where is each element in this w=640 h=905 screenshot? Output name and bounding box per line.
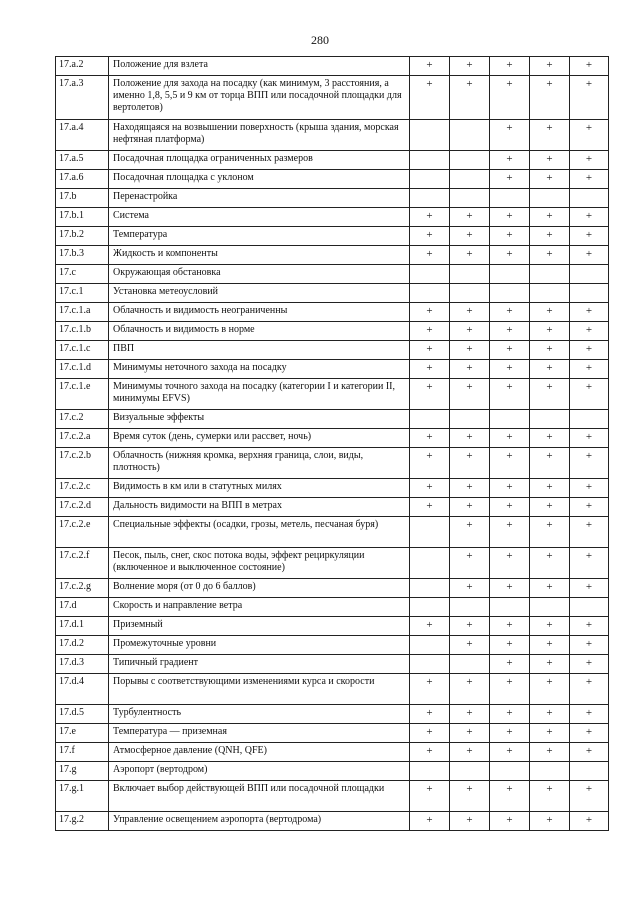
mark-cell: + (450, 429, 490, 448)
row-description: Окружающая обстановка (109, 265, 410, 284)
table-row (56, 579, 609, 598)
mark-cell (530, 284, 570, 303)
mark-cell: + (450, 360, 490, 379)
table-row (56, 705, 609, 724)
mark-cell: + (490, 781, 530, 812)
table-row (56, 548, 609, 579)
mark-cell (410, 579, 450, 598)
row-code: 17.d.1 (56, 617, 109, 636)
mark-cell: + (490, 227, 530, 246)
mark-cell: + (490, 360, 530, 379)
mark-cell: + (570, 303, 609, 322)
row-description: Специальные эффекты (осадки, грозы, метель, песчаная буря) (109, 517, 410, 548)
mark-cell: + (530, 781, 570, 812)
mark-cell: + (530, 322, 570, 341)
mark-cell (450, 762, 490, 781)
mark-cell: + (410, 498, 450, 517)
mark-cell (570, 284, 609, 303)
mark-cell: + (530, 360, 570, 379)
mark-cell: + (530, 724, 570, 743)
row-code: 17.g.2 (56, 812, 109, 831)
mark-cell: + (490, 579, 530, 598)
mark-cell (530, 762, 570, 781)
mark-cell (490, 284, 530, 303)
mark-cell: + (570, 655, 609, 674)
mark-cell: + (450, 303, 490, 322)
mark-cell (450, 189, 490, 208)
mark-cell: + (530, 448, 570, 479)
row-description: Визуальные эффекты (109, 410, 410, 429)
row-description: Включает выбор действующей ВПП или посадочной площадки (109, 781, 410, 812)
row-description: Облачность и видимость в норме (109, 322, 410, 341)
mark-cell: + (530, 517, 570, 548)
row-description: Время суток (день, сумерки или рассвет, ночь) (109, 429, 410, 448)
mark-cell: + (410, 448, 450, 479)
mark-cell (410, 655, 450, 674)
mark-cell: + (570, 636, 609, 655)
table-row (56, 170, 609, 189)
mark-cell: + (490, 655, 530, 674)
mark-cell: + (570, 812, 609, 831)
mark-cell: + (490, 379, 530, 410)
row-code: 17.c.2 (56, 410, 109, 429)
mark-cell: + (450, 379, 490, 410)
mark-cell: + (570, 724, 609, 743)
row-description: Видимость в км или в статутных милях (109, 479, 410, 498)
row-description: Положение для взлета (109, 57, 410, 76)
row-code: 17.c.2.c (56, 479, 109, 498)
row-description: Минимумы точного захода на посадку (категории I и категории II, минимумы EFVS) (109, 379, 410, 410)
mark-cell: + (530, 303, 570, 322)
mark-cell: + (410, 429, 450, 448)
row-description: Аэропорт (вертодром) (109, 762, 410, 781)
row-description: ПВП (109, 341, 410, 360)
mark-cell: + (530, 674, 570, 705)
mark-cell: + (530, 579, 570, 598)
mark-cell (450, 170, 490, 189)
mark-cell: + (410, 674, 450, 705)
mark-cell: + (530, 498, 570, 517)
mark-cell: + (450, 636, 490, 655)
row-description: Типичный градиент (109, 655, 410, 674)
mark-cell (410, 762, 450, 781)
mark-cell: + (530, 812, 570, 831)
row-description: Скорость и направление ветра (109, 598, 410, 617)
row-description: Система (109, 208, 410, 227)
mark-cell: + (530, 151, 570, 170)
mark-cell (570, 265, 609, 284)
mark-cell (530, 410, 570, 429)
row-description: Порывы с соответствующими изменениями курса и скорости (109, 674, 410, 705)
row-code: 17.a.6 (56, 170, 109, 189)
mark-cell (450, 120, 490, 151)
mark-cell: + (530, 379, 570, 410)
row-description: Посадочная площадка с уклоном (109, 170, 410, 189)
table-row (56, 120, 609, 151)
table-row (56, 429, 609, 448)
mark-cell: + (410, 76, 450, 120)
row-code: 17.a.2 (56, 57, 109, 76)
mark-cell: + (450, 208, 490, 227)
table-row (56, 322, 609, 341)
mark-cell (410, 598, 450, 617)
mark-cell: + (570, 379, 609, 410)
mark-cell (410, 410, 450, 429)
table-row (56, 151, 609, 170)
mark-cell: + (450, 674, 490, 705)
mark-cell (490, 189, 530, 208)
mark-cell (410, 548, 450, 579)
table-row (56, 655, 609, 674)
table-row (56, 246, 609, 265)
mark-cell: + (450, 781, 490, 812)
mark-cell: + (570, 781, 609, 812)
table-row (56, 743, 609, 762)
row-code: 17.e (56, 724, 109, 743)
row-code: 17.d.4 (56, 674, 109, 705)
row-description: Температура — приземная (109, 724, 410, 743)
mark-cell (570, 410, 609, 429)
table-row (56, 410, 609, 429)
mark-cell: + (570, 360, 609, 379)
table-row (56, 781, 609, 812)
mark-cell: + (570, 151, 609, 170)
mark-cell: + (530, 57, 570, 76)
row-description: Посадочная площадка ограниченных размеров (109, 151, 410, 170)
mark-cell: + (530, 655, 570, 674)
mark-cell (530, 189, 570, 208)
mark-cell (450, 598, 490, 617)
mark-cell: + (570, 120, 609, 151)
mark-cell: + (490, 517, 530, 548)
mark-cell (410, 517, 450, 548)
mark-cell: + (450, 498, 490, 517)
mark-cell (490, 410, 530, 429)
mark-cell: + (410, 303, 450, 322)
mark-cell (450, 410, 490, 429)
row-description: Песок, пыль, снег, скос потока воды, эффект рециркуляции (включенное и выключенное состояние) (109, 548, 410, 579)
mark-cell (410, 636, 450, 655)
mark-cell: + (490, 303, 530, 322)
mark-cell: + (490, 57, 530, 76)
mark-cell: + (530, 548, 570, 579)
row-code: 17.b.2 (56, 227, 109, 246)
mark-cell: + (410, 781, 450, 812)
row-code: 17.c (56, 265, 109, 284)
mark-cell (410, 284, 450, 303)
row-code: 17.b (56, 189, 109, 208)
mark-cell: + (410, 479, 450, 498)
mark-cell: + (410, 743, 450, 762)
mark-cell: + (450, 517, 490, 548)
row-description: Установка метеоусловий (109, 284, 410, 303)
mark-cell: + (570, 743, 609, 762)
row-description: Промежуточные уровни (109, 636, 410, 655)
row-description: Жидкость и компоненты (109, 246, 410, 265)
page-number: 280 (311, 33, 329, 47)
mark-cell: + (530, 429, 570, 448)
row-description: Облачность и видимость неограниченны (109, 303, 410, 322)
mark-cell: + (450, 548, 490, 579)
mark-cell: + (450, 705, 490, 724)
row-code: 17.a.4 (56, 120, 109, 151)
mark-cell: + (450, 724, 490, 743)
mark-cell: + (490, 617, 530, 636)
mark-cell: + (490, 479, 530, 498)
mark-cell (450, 151, 490, 170)
row-description: Температура (109, 227, 410, 246)
mark-cell (410, 151, 450, 170)
table-row (56, 762, 609, 781)
table-row (56, 598, 609, 617)
row-description: Положение для захода на посадку (как минимум, 3 расстояния, а именно 1,8, 5,5 и 9 км от торца ВПП или посадочной площадки для вертолетов) (109, 76, 410, 120)
mark-cell: + (530, 636, 570, 655)
table-row (56, 674, 609, 705)
mark-cell: + (570, 498, 609, 517)
table-row (56, 76, 609, 120)
mark-cell: + (570, 674, 609, 705)
row-description: Облачность (нижняя кромка, верхняя граница, слои, виды, плотность) (109, 448, 410, 479)
row-description: Управление освещением аэропорта (вертодрома) (109, 812, 410, 831)
mark-cell (450, 284, 490, 303)
mark-cell: + (450, 579, 490, 598)
mark-cell: + (570, 579, 609, 598)
mark-cell: + (410, 379, 450, 410)
table-body (56, 57, 609, 831)
mark-cell: + (530, 170, 570, 189)
mark-cell: + (530, 341, 570, 360)
row-code: 17.a.3 (56, 76, 109, 120)
row-code: 17.d.2 (56, 636, 109, 655)
mark-cell: + (450, 341, 490, 360)
row-code: 17.b.1 (56, 208, 109, 227)
mark-cell: + (530, 743, 570, 762)
row-description: Турбулентность (109, 705, 410, 724)
mark-cell: + (410, 227, 450, 246)
mark-cell: + (490, 724, 530, 743)
mark-cell: + (530, 246, 570, 265)
mark-cell (570, 598, 609, 617)
mark-cell: + (490, 498, 530, 517)
mark-cell: + (490, 674, 530, 705)
mark-cell: + (490, 743, 530, 762)
row-code: 17.g.1 (56, 781, 109, 812)
mark-cell: + (570, 517, 609, 548)
mark-cell: + (410, 724, 450, 743)
mark-cell (530, 265, 570, 284)
mark-cell: + (570, 227, 609, 246)
row-description: Атмосферное давление (QNH, QFE) (109, 743, 410, 762)
row-code: 17.c.2.f (56, 548, 109, 579)
table-row (56, 284, 609, 303)
row-code: 17.c.2.a (56, 429, 109, 448)
requirements-table (55, 56, 609, 831)
row-code: 17.d.3 (56, 655, 109, 674)
table-row (56, 448, 609, 479)
table-row (56, 479, 609, 498)
table-row (56, 724, 609, 743)
mark-cell: + (570, 548, 609, 579)
table-row (56, 617, 609, 636)
mark-cell: + (490, 120, 530, 151)
mark-cell (410, 265, 450, 284)
mark-cell: + (450, 812, 490, 831)
mark-cell: + (570, 429, 609, 448)
row-code: 17.c.1.a (56, 303, 109, 322)
mark-cell (490, 598, 530, 617)
mark-cell: + (450, 479, 490, 498)
mark-cell (570, 189, 609, 208)
row-code: 17.f (56, 743, 109, 762)
row-code: 17.c.2.e (56, 517, 109, 548)
row-code: 17.c.1.d (56, 360, 109, 379)
mark-cell: + (450, 57, 490, 76)
mark-cell: + (530, 208, 570, 227)
mark-cell: + (450, 322, 490, 341)
mark-cell: + (490, 448, 530, 479)
row-description: Находящаяся на возвышении поверхность (крыша здания, морская нефтяная платформа) (109, 120, 410, 151)
mark-cell: + (570, 448, 609, 479)
table-row (56, 303, 609, 322)
table-row (56, 360, 609, 379)
table-row (56, 189, 609, 208)
mark-cell: + (450, 76, 490, 120)
mark-cell: + (570, 322, 609, 341)
mark-cell: + (490, 76, 530, 120)
row-code: 17.a.5 (56, 151, 109, 170)
row-code: 17.c.1.e (56, 379, 109, 410)
mark-cell: + (490, 151, 530, 170)
mark-cell: + (450, 617, 490, 636)
mark-cell: + (530, 120, 570, 151)
mark-cell: + (490, 429, 530, 448)
mark-cell: + (570, 246, 609, 265)
mark-cell: + (530, 479, 570, 498)
mark-cell (490, 762, 530, 781)
mark-cell: + (530, 76, 570, 120)
table-row (56, 227, 609, 246)
row-description: Дальность видимости на ВПП в метрах (109, 498, 410, 517)
mark-cell (410, 189, 450, 208)
mark-cell: + (450, 246, 490, 265)
mark-cell (410, 170, 450, 189)
mark-cell: + (570, 57, 609, 76)
table-row (56, 265, 609, 284)
table-row (56, 812, 609, 831)
mark-cell: + (490, 322, 530, 341)
mark-cell: + (450, 743, 490, 762)
mark-cell: + (450, 227, 490, 246)
row-description: Приземный (109, 617, 410, 636)
row-code: 17.c.2.b (56, 448, 109, 479)
mark-cell (450, 655, 490, 674)
mark-cell: + (450, 448, 490, 479)
mark-cell (490, 265, 530, 284)
mark-cell: + (410, 341, 450, 360)
mark-cell: + (410, 246, 450, 265)
mark-cell: + (490, 636, 530, 655)
mark-cell: + (490, 548, 530, 579)
mark-cell: + (490, 246, 530, 265)
mark-cell: + (530, 617, 570, 636)
table-row (56, 517, 609, 548)
row-code: 17.c.1 (56, 284, 109, 303)
table-row (56, 498, 609, 517)
mark-cell: + (410, 705, 450, 724)
mark-cell: + (410, 812, 450, 831)
mark-cell: + (490, 341, 530, 360)
table-row (56, 208, 609, 227)
table-row (56, 57, 609, 76)
mark-cell: + (490, 705, 530, 724)
table-row (56, 636, 609, 655)
mark-cell: + (570, 341, 609, 360)
mark-cell: + (570, 479, 609, 498)
table-row (56, 341, 609, 360)
mark-cell: + (410, 322, 450, 341)
mark-cell: + (570, 705, 609, 724)
mark-cell: + (490, 208, 530, 227)
mark-cell: + (530, 227, 570, 246)
mark-cell: + (570, 617, 609, 636)
row-code: 17.c.1.b (56, 322, 109, 341)
row-code: 17.c.2.d (56, 498, 109, 517)
table-row (56, 379, 609, 410)
mark-cell: + (410, 617, 450, 636)
mark-cell: + (410, 57, 450, 76)
row-description: Перенастройка (109, 189, 410, 208)
mark-cell: + (410, 208, 450, 227)
mark-cell: + (570, 208, 609, 227)
mark-cell (450, 265, 490, 284)
mark-cell (410, 120, 450, 151)
row-code: 17.c.1.c (56, 341, 109, 360)
row-code: 17.d (56, 598, 109, 617)
mark-cell (530, 598, 570, 617)
mark-cell: + (570, 76, 609, 120)
row-description: Волнение моря (от 0 до 6 баллов) (109, 579, 410, 598)
mark-cell: + (490, 170, 530, 189)
row-code: 17.c.2.g (56, 579, 109, 598)
row-description: Минимумы неточного захода на посадку (109, 360, 410, 379)
mark-cell: + (410, 360, 450, 379)
mark-cell: + (490, 812, 530, 831)
mark-cell: + (530, 705, 570, 724)
row-code: 17.d.5 (56, 705, 109, 724)
mark-cell: + (570, 170, 609, 189)
row-code: 17.g (56, 762, 109, 781)
row-code: 17.b.3 (56, 246, 109, 265)
mark-cell (570, 762, 609, 781)
